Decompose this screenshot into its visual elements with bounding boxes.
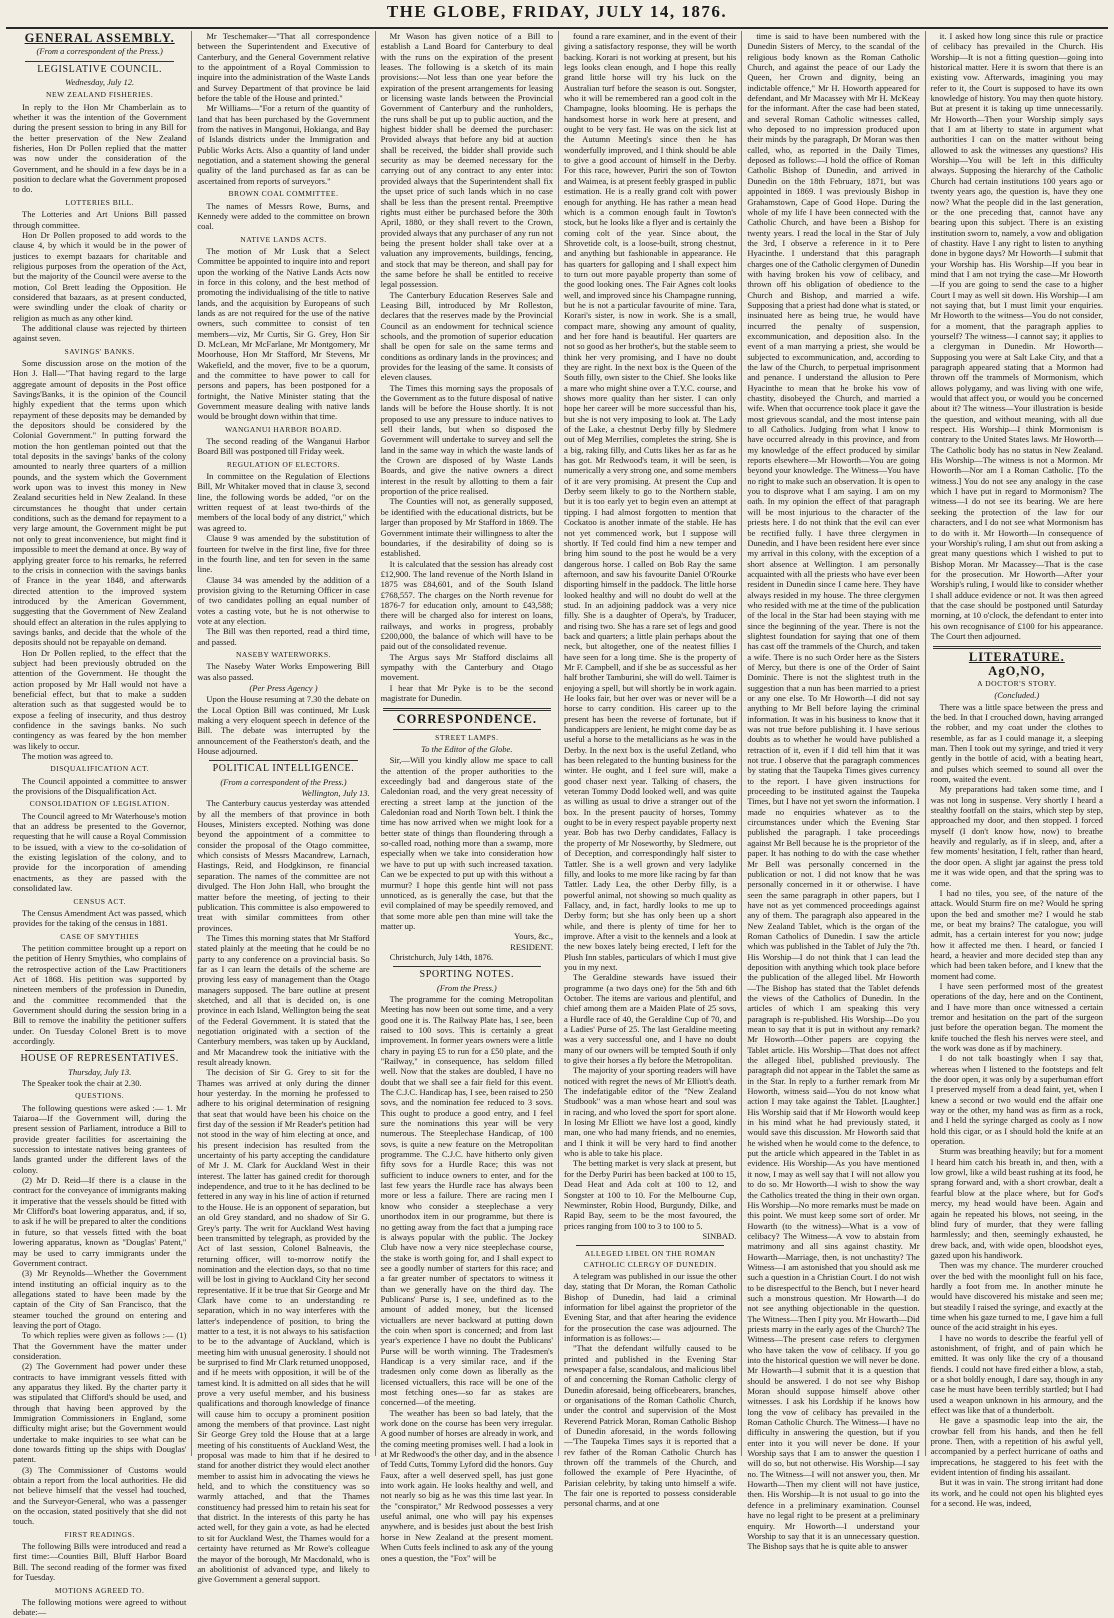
column-6	[925, 31, 1108, 1509]
letter-date: Christchurch, July 14th, 1876.	[389, 951, 494, 962]
paragraph: Sturm was breathing heavily; but for a moment I heard him catch his breath in, and then, with a low growl, like a wild beast rushing at its food, he sprang forward and, with a short crowbar, dealt a fearful blow at the place where, but for God's mercy, my head would have been. Again and again he repeated his blows, not seeing, in the blind fury of murder, that they were falling harmlessly; and then, seemingly exhausted, he drew back, and, with wide open, bloodshot eyes, gazed upon his handiwork.	[930, 1146, 1103, 1260]
subheading: REGULATION OF ELECTORS.	[226, 459, 341, 469]
subheading: CENSUS ACT.	[73, 896, 126, 906]
columns	[8, 31, 1108, 1618]
divider	[393, 966, 541, 967]
divider	[383, 708, 551, 711]
subheading: A DOCTOR'S STORY.	[977, 678, 1057, 688]
dateline: Wednesday, July 12.	[65, 77, 135, 88]
paragraph: The Times this morning says the proposals of the Government as to the future disposal of native lands will be before the House shortly. It is not proposed to use any pressure to induce natives to sell their lands, but when so disposed the Government will undertake to survey and sell the land in the same way in which the waste lands of the Crown are disposed of by Waste Lands Boards, and give the native owners a direct interest in the result by allotting to them a fair proportion of the price realised.	[380, 382, 553, 497]
paragraph: He gave a spasmodic leap into the air, the crowbar fell from his hands, and then he fell prone. Then, with a repetition of his awful yell, accompanied by a perfect hurricane of oaths and imprecations, he staggered to his feet with the evident intention of finding his assailant.	[930, 1415, 1103, 1478]
paragraph: Hon Dr Pollen proposed to add words to the clause 4, by which it would be in the power of justices to exempt bazaars for charitable and religious purposes from the operation of the Act, but the majority of the Council were averse to the motion, Col Brett leading the Opposition. He considered that bazaars, as at present conducted, were swindling under the cloak of charity or religion as much as any other kind.	[13, 229, 187, 323]
section-heading: CORRESPONDENCE.	[396, 712, 537, 727]
paragraph: (2) Mr D. Reid—If there is a clause in the contract for the conveyance of immigrants making it imperative that the vessels should be fitted with Mr Clifford's boat lowering apparatus, and, if so, to ask if he will be prepared to alter the conditions in future, so that vessels fitted with the boat lowering apparatus, known as "Douglas' Patent," may be used to carry immigrants under the Government contract.	[13, 1175, 187, 1268]
paragraph: Clause 34 was amended by the addition of a provision giving to the Returning Officer in case of two candidates polling an equal number of votes a casting vote, but he is not otherwise to vote at any election.	[197, 574, 370, 626]
paragraph: In committee on the Regulation of Elections Bill, Mr Whitaker moved that in clause 3, second line, the following words be added, "or on the written request of at least two-thirds of the members of the local body of any district," which was agreed to.	[197, 471, 370, 533]
column-1	[8, 31, 191, 1618]
paragraph: The weather has been so bad lately, that the work done on the course has been very irregular. A good number of horses are already in work, and the coming meeting promises well. I had a look in at Mr Redwood's the other day, and in the absence of Tedd Cutts, Tommy Lyford did the honors. Guy Faux, after a well deserved spell, has just gone into work again. He looks healthy and well, and not nearly so big as he was this time last year. In the "conspirator," Mr Redwood possesses a very useful animal, one who will pay his expenses anywhere, and is besides just about the best Irish horse in New Zealand at the present moment. When Cutts feels inclined to ask any of the young ones a question, the "Fox" will be	[380, 1407, 553, 1563]
paragraph: In reply to the Hon Mr Chamberlain as to whether it was the intention of the Government during the present session to bring in any Bill for the better preservation of the New Zealand fisheries, Hon Dr Pollen replied that the matter was now under the consideration of the Government, and he should in a few days be in a position to declare what the Government proposed to do.	[13, 101, 187, 195]
subheading: SPORTING NOTES.	[419, 969, 515, 981]
paragraph: But it was in vain. The strong irritant had done its work, and he could not open his blighted eyes for a second. He was, indeed,	[930, 1477, 1103, 1509]
paragraph: (3) The Commissioner of Customs would obtain a report from the local authorities. He did not believe himself that the vessel had touched, and the Surveyor-General, who was a passenger on the occasion, stated positively that she did not touch.	[13, 1464, 187, 1527]
paragraph: Mr Wason has given notice of a Bill to establish a Land Board for Canterbury to deal with the runs on the expiration of the present leases. The following is a sketch of its main provisions:—Not less than one year before the expiration of the present arrangements for leasing or licensing waste lands between the Provincial Government of Canterbury and the runholders, the runs shall be put up to public auction, and the highest bidder shall be deemed the purchaser: Provided always that before any bid at auction shall be received, the bidder shall provide such security as may be deemed necessary for the carrying out of any contract to any enter into: provided always that the Superintendent shall fix the upset price of such lands which in no case shall be less than the present rental. Preemptive rights must either be purchased before the 30th April, 1880, or they shall revert to the Crown, provided always that any purchaser of any run not being the present holder shall take over at a valuation any improvements, buildings, fencing, and stock that may be thereon, and shall pay for the same before he shall be entitled to receive legal possession.	[380, 31, 553, 290]
paragraph: Mr Teschemaker—"That all correspondence between the Superintendent and Executive of Canterbury, and the General Government relative to the appointment of a Royal Commission to inquire into the administration of the Waste Lands and Survey Department of that province be laid before the table of the House and printed."	[197, 31, 370, 104]
divider	[25, 1050, 174, 1051]
subheading: DISQUALIFICATION ACT.	[50, 764, 150, 774]
paragraph: Mr Williams—"For a return of the quantity of land that has been purchased by the Government from the natives in Mangonui, Hokianga, and Bay of Islands districts under the Immigration and Public Works Acts. Also a quantity of land under negotiation, and a statement showing the general quality of the land purchased as far as can be ascertained from reports of surveyors."	[197, 103, 370, 186]
concluded-note: (Concluded.)	[994, 690, 1040, 701]
paragraph: The programme for the coming Metropolitan Meeting has now been out some time, and a very good one it is. The Railway Plate has, I see, been raised to 100 sovs. This is certainly a great improvement. In former years owners were a little chary in paying £5 to run for a £50 plate, and the "Railway," in consequence, has seldom filled well. Now that the stakes are doubled, I have no doubt that we shall see a fair field for this event. The C.J.C. Handicap has, I see, been raised to 250 sovs, and the nomination fee reduced to 3 sovs. This ought to produce a good entry, and I feel sure the nominations this year will be very numerous. The Steeplechase Handicap, of 100 sovs, is quite a new feature on the Metropolitan programme. The C.J.C. have hitherto only given fifty sovs for a Hurdle Race; this was not sufficient to induce owners to enter, and for the last few years the Hurdle race has always been more or less a failure. There are racing men I know who consider a steeplechase a very unorthodox item in our programme, but there is no getting away from the fact that a jumping race is always popular with the public. The Jockey Club have now a very nice steeplechase course, the stake is worth going for, and I shall expect to see a goodly number of starters for this race; and a far greater number of spectators to witness it than we generally have on the third day. The Publicans' Purse is, I see, undefined as to the amount of added money, but the licensed victuallers are never backward at putting down the coin when sport is concerned; and from last year's experience I have no doubt the Publicans' Purse will be worth winning. The Tradesmen's Handicap is a very similar race, and if the tradesmen only come down as liberally as the licensed victuallers, this race will be one of the most fetching ones—so far as stakes are concerned—of the meeting.	[380, 993, 553, 1408]
subheading: SAVINGS' BANKS.	[64, 346, 135, 356]
paragraph: Hon Dr Pollen replied, to the effect that the subject had been previously obtruded on the attention of the Government. He thought the action proposed by Mr Hall would not have a beneficial effect, but that to make a sudden alteration such as that suggested would be to expose a feeling of insecurity, and thus destroy confidence in the savings banks. No such contingency as was feared by the hon member was likely to occur.	[13, 647, 187, 751]
paragraph: The Lotteries and Art Unions Bill passed through committee.	[13, 209, 187, 230]
subheading: NASEBY WATERWORKS.	[235, 649, 332, 659]
paragraph: My preparations had taken some time, and I was not long in suspense. Very shortly I heard a stealthy footfall on the stairs, which step by step, approached my door, and then stopped. I forced myself (I don't know how, now) to breathe heavily and regularly, as if in sleep, and, after a few moments' hesitation, I felt, rather than heard, the door open. A slight jar against the press told me it was wide open, and that the spring was to come.	[930, 784, 1103, 888]
author-signature: SINBAD.	[702, 1230, 737, 1241]
section-heading: GENERAL ASSEMBLY.	[24, 31, 175, 45]
paragraph: The Canterbury caucus yesterday was attended by all the members of that province in both Houses, Ministers excepted. Nothing was done beyond the appointment of a committee to consider the proposal of the Otago committee, which consists of Messrs Macandrew, Larnach, Hastings, Reid, and Hodgkinson, re financial separation. The names of the committee are not divulged. The Hon John Hall, who brought the matter before the meeting, of jecting to their publication. This committee is also empowered to treat with similar committees from other provinces.	[197, 798, 370, 933]
salutation: To the Editor of the Globe.	[421, 744, 513, 755]
subheading: BROWN COAL COMMITTEE.	[228, 189, 339, 199]
paragraph: I had no tiles, you see, of the nature of the attack. Would Sturm fire on me? Would he spring upon the bed and smother me? I would he stab me, or beat my brains? The catalogue, you will admit, has a certain interest for you now; judge how it affected me then. I heard, or fancied I heard, a heavier and more decided step than any which had been taken before, and I knew that the moment had come.	[930, 887, 1103, 981]
column-4	[558, 31, 741, 1509]
paragraph: Clause 9 was amended by the substitution of fourteen for twelve in the first line, five for three in the fourth line, and ten for seven in the same line.	[197, 533, 370, 575]
paragraph: The Geraldine stewards have issued their programme (a two days one) for the 5th and 6th October. The items are various and plentiful, and chief among them are a Maiden Plate of 25 sovs, a Hurdle race of 40, the Geraldine Cup of 70, and a Ladies' Purse of 25. The last Geraldine meeting was a very successful one, and I have no doubt many of our owners will be tempted South if only to give their horses a fly before the Metropolitan.	[563, 972, 737, 1066]
subheading: QUESTIONS.	[75, 1091, 125, 1101]
divider	[393, 729, 541, 730]
paragraph: The decision of Sir G. Grey to sit for the Thames was arrived at only during the dinner hour yesterday. In the morning he professed to adhere to his original determination of resigning that seat that would have been his choice on the first day of the session if Mr Reader's petition had not stood in the way of him electing at once, and his present indecision has resulted from the uncertainty of his party accepting the candidature of Mr J. M. Clark for Auckland West in their interest. The latter has gained credit for thorough independence, and true to it he has declined to be fettered in any way in his line of action if returned to the House. He is an opponent of separation, but an old Grey standard, and no shadow of Sir G. Grey's party. The writ for Auckland West having been transmitted by telegraph, as provided by the Act of last session, Colonel Balneavis, the returning officer, will to-morrow notify the nomination and the election days, so that no time will be lost in giving to Auckland City her second representative. If it be true that Sir George and Mr Clark have come to an understanding re separation, which in no way interferes with the latter's independence of position, to bring the matter to a test, it is not always to his satisfaction to be to the advantage of Auckland, which is meeting him with unusual generosity. I should not be surprised to find Mr Clark returned unopposed, and if he meets with opposition, it will be of the tamest kind. It is admitted on all sides that he will prove a very useful member, and his business qualifications and thorough knowledge of finance will cause him to occupy a prominent position among the members of that province. Last night Sir George Grey told the House that at a large meeting of his constituents of Auckland West, the proposal was made to him that if he desired to stand for another district they would elect another member to assist him in advocating the views he held, and to which the constituency was so warmly attached, and that the Thames constituency had pressed him to retain his seat for that district. In the interests of this party he has acted well, for they gain a vote, as had he elected to sit for Auckland West, the Thames would for a certainty have returned as Mr Rowe's colleague the mayor of the borough, Mr Macdonald, who is an abolitionist of advanced type, and likely to give Government a general support.	[197, 1067, 370, 1585]
subheading: NEW ZEALAND FISHERIES.	[46, 90, 154, 100]
paragraph: (3) Mr Reynolds—Whether the Government intend instituting an official inquiry as to the allegations stated to have been made by the captain of the City of San Francisco, that the steamer touched the ground on entering and leaving the port of Otago.	[13, 1268, 187, 1330]
paragraph: Some discussion arose on the motion of the Hon J. Hall—"That having regard to the large aggregate amount of deposits in the Post office Savings'Banks, it is the opinion of the Council highly expedient that the terms upon which repayment of these deposits may be demanded by the depositors should be considered by the Colonial Government." In putting forward the motion the hon gentleman pointed out that the total deposits in the savings' banks of the colony amounted to nearly three quarters of a million pounds, and the system which the Government work upon was to invest this money in New Zealand securities held in New Zealand. In these circumstances he thought that under certain conditions, such as the demand for repayment to a very large amount, the Government might be put not only to great inconvenience, but might find it impossible to meet the demand at once. By way of applying greater force to his remarks, he referred to the crisis in connection with the savings banks of France in the year 1848, and afterwards directed attention to the improved system introduced by the American Government, suggesting that the Government of New Zealand should effect an alteration in the rules applying to savings banks, and decide that the whole of the deposits should not be repayable on demand.	[13, 357, 187, 648]
paragraph: time is said to have been numbered with the Dunedin Sisters of Mercy, to the scandal of the religious body known as the Roman Catholic Church, and against the peace of our Lady the Queen, her Crown and dignity, being an indictable offence," Mr H. Howorth appeared for defendant, and Mr Macassey with Mr H. McKeay for the informant. After the case had been stated, and several Roman Catholic witnesses called, who deposed to no impression produced upon their minds by the paragraph, Dr Moran was then called, who, as reported in the Daily Times, deposed as follows:—I hold the office of Roman Catholic Bishop of Dunedin, and arrived in Dunedin on the 18th February, 1871, but was appointed in 1869. I was previously Bishop in Grahamstown, Cape of Good Hope. During the whole of my life I have been connected with the Catholic Church, and have been a Bishop for twenty years. I read the local in the Star of July the 3rd, I observe a reference in it to Pere Hyacinthe. I understand that this paragraph charges one of the Catholic clergymen of Dunedin with having broken his vow of celibacy, and thrown off his obligation of obedience to the Church and Bishop, and married a wife. Supposing that a priest had done what is stated, or insinuated here as being true, he would have incurred the penalty of suspension, excommunication, and deposition also. In the event of a man marrying a priest, she would be subjected to excommunication, and, according to the law of the Church, to perpetual imprisonment and penance. I understand the allusion to Pere Hyacinthe to mean that he broke his vow of chastity, disobeyed the Church, and married a wife. When that occurrence took place it gave the most grievous scandal, and the most intense pain to all Catholics. Judging from what I know to have occurred already in this province, and from my knowledge of the effect produced by similar reports elsewhere—Mr Howorth—You are going beyond your knowledge. The Witness—You have no right to make such an observation. It is open to you to disprove what I am saying. I am on my oath. In my opinion the effect of that paragraph will be most injurious to the character of the priests here. I do not think that the evil can ever be rectified fully. I have three clergymen in Dunedin, and I have been resident here ever since my arrival in this colony, with the exception of a short absence at Wellington. I am personally acquainted with all the priests who have ever been resident in Dunedin since I came here. They have always resided in my house. The three clergymen who resided with me at the time of the publication of the local in the Star had been staying with me since the beginning of the year. There is not the slightest foundation for saying that one of them has cast off the trammels of the Church, and taken a wife. There is no such Order here as the Sisters of Mercy, but there is one of the Order of Saint Dominic. There is not the slightest truth in the suggestion that a nun has been married to a priest or any one else. To Mr Howorth—I did not say anything to Mr Bell before laying the criminal information. It was in his business to know that it was not true before publishing it. I have serious doubts as to whether he would have published a retraction of it, even if I did tell him that it was not true. I observe that the paragraph commences by stating that the Taupeka Times gives currency to the report. I have given instructions for proceeding to be instituted against the Taupeka Times, but I have not yet sworn the information. I made no enquiries whatever as to the circumstances under which the Evening Star published the paragraph. I take proceedings against Mr Bell because he is the proprietor of the paper. It has nothing to do with the case whether Mr Bell was personally concerned in the publication or not. I did not know that he was personally concerned in it or otherwise. I have seen the same paragraph in other papers, but I have not as yet commenced proceedings against any of them. The paragraph also appeared in the New Zealand Tablet, which is the organ of the Roman Catholics of Dunedin. I saw the article which was published in the Tablet of July the 7th. His Worship—I do not think that I can lead the deposition with anything which took place before the publication of the alleged libel. Mr Howorth—The Bishop has stated that the Tablet defends the views of the Catholics of Dunedin. In the articles of which I am speaking this very paragraph is re-published. His Worship—Do you mean to say that it is put in without any remark? Mr Howorth—Other papers are copying the Tablet article. His Worship—That does not affect the alleged libel, published previously. The paragraph did not appear in the Tablet the same as in the Star. In reply to a further remark from Mr Howorth, witness said—You do not know what action I may take against the Tablet. [Laughter.] His Worship said that if Mr Howorth would keep in his mind what he had previously stated, it would save this discussion. Mr Howorth said that he wished when he would come to the defence, to put the article which appeared in the Tablet in as evidence. His Worship—As you have mentioned it now, I may as well say that I will not allow you to do so. Mr Howorth—I wish to show the way the Catholics treated the thing in their own organ. His Worship—No more remarks must be made on this point. We must keep some sort of order. Mr Howarth (to the witness)—What is a vow of celibacy? The Witness—A vow to abstain from matrimony and all sins against chastity. Mr Howarth—Marriage, then, is not unchastity? The Witness—I am astonished that you should ask me such a question in a Christian Court. I do not wish to be disrespectful to the Bench, but I never heard such a monstrous question. Mr Howarth—I do not see anything objectionable in the question. The Witness—Then I pity you. Mr Howarth—Did priests marry in the early ages of the Church? The Witness—The present case refers to clergymen who have taken the vow of celibacy. If you go into the historical question we will never be done. Mr Howarth—I submit that it is a question that should be answered. I do not see why Bishop Moran should suppose himself above other witnesses. I ask his Lordship if he knows how long the vow of celibacy has prevailed in the Roman Catholic Church. The Witness—I have no difficulty in answering the question, but if you enter into it you will never be done. If your Worship says that I am to answer the question I will do so, but not otherwise. His Worship—I say no. The Witness—I will not answer you, then. Mr Howarth—Then my client will not have justice, then. His Worship—It is not usual to go into the defence in a preliminary examination. Counsel have no legal right to be present at a preliminary enquiry. Mr Howorth—I understand your Worship to say that it is an unnecessary question. The Bishop says that he is quite able to answer	[747, 31, 920, 1552]
byline: (From the Press.)	[436, 982, 497, 993]
subheading: FIRST READINGS.	[64, 1529, 135, 1539]
paragraph: Sir,—Will you kindly allow me space to call the attention of the proper authorities to the exceedingly bad and dangerous state of the Caledonian road, and the very great necessity of erecting a street lamp at the junction of the Caledonian road and North Town belt. I think the time has now arrived when we might look for a better state of things than floundering through a so-called road, nothing more than a swamp, more especially when we take into consideration how we have to put up with such increased taxation. Can we be expected to put up with this without a murmur? I hope this gentle hint will not pass unnoticed, as is generally the case, but that the evil complained of may be speedily removed, and that some more able pen than mine will take the matter up.	[380, 755, 553, 931]
paragraph: The Times this morning states that Mr Stafford stated plainly at the meeting that he could be no party to any conference on a provincial basis. So far as I can learn the details of the scheme are proving less easy of management than the Otago managers supposed. The bare outline at present sketched, and all that is decided on, is one province in each Island, Wellington being the seat of the Federal Government. It is stated that the negotiation originated with a section of the Canterbury members, was taken up by Auckland, and Mr Macandrew took the initiative with the result already known.	[197, 932, 370, 1067]
paragraph: The petition committee brought up a report on the petition of Henry Smythies, who complains of the retrospective action of the Law Practitioners Act of 1868. His petition was supported by nineteen members of the profession in Dunedin, and the committee recommended that the Government should during the session bring in a Bill to remove the inability the petitioner suffers under. On Tuesday Colonel Brett is to move accordingly.	[13, 942, 187, 1046]
column-3	[375, 31, 558, 1563]
column-5	[741, 31, 924, 1552]
paragraph: To which replies were given as follows :— (1) That the Government have the matter under consideration.	[13, 1330, 187, 1361]
paragraph: The additional clause was rejected by thirteen against seven.	[13, 322, 187, 344]
paragraph: I hear that Mr Pyke is to be the second magistrate for Dunedin.	[380, 682, 553, 703]
paragraph: The Council appointed a committee to answer the provisions of the Disqualification Act.	[13, 775, 187, 797]
subheading: NATIVE LANDS ACTS.	[240, 234, 327, 244]
divider	[25, 61, 174, 62]
dateline: Thursday, July 13.	[68, 1066, 132, 1077]
subheading: LEGISLATIVE COUNCIL.	[37, 63, 163, 75]
section-heading: LITERATURE.	[968, 650, 1065, 665]
story-title: AgO,NO,	[988, 663, 1046, 678]
paragraph: A telegram was published in our issue the other day, stating that Dr Moran, the Roman Catholic Bishop of Dunedin, had laid a criminal information for libel against the proprietor of the Evening Star, and that after hearing the evidence for the prosecution the case was adjourned. The information is as follows:—	[563, 1270, 737, 1343]
paragraph: it. I asked how long since this rule or practice of celibacy has prevailed in the Church. His Worship—It is not a fitting question—going into historical matter. Here it is sworn that there is an existing vow. Afterwards, imagining you may refer to it, the Court is supposed to have its own knowledge of history. You may then quote history. But at present it is taking up time unnecessarily. Mr Howorth—Then your Worship simply says that I am at liberty to state in argument what authorities I can on the matter without being allowed to ask the witnesses any questions? His Worship—You will be left in this difficulty always. Supposing the hierarchy of the Catholic Church had certain institutions 100 years ago or twenty years ago, the question is, have they one now? What the people did in the last generation, or the one preceding that, cannot have any bearing upon this subject. There is an existing institution sworn to, namely, a vow and obligation of chastity. Have I any right to listen to anything done in bygone days? Mr Howorth—I submit that your Worship has. His Worship—If you bear in mind that I am not trying the case—Mr Howorth—If you are going to send the case to a higher Court I may as well sit down. His Worship—I am not saying that, but I must limit your enquiries. Mr Howorth to the witness—You do not consider, for a moment, that the paragraph applies to yourself? The witness—I cannot say; it applies to a clergyman in Dunedin. Mr Howorth—Supposing you were at Salt Lake City, and that a paragraph appeared stating that a Mormon had thrown off the trammels of Mormonism, which allows polygamy, and was living with one wife, would that affect you, or would you be concerned about it? The witness—Your illustration is beside the question, and without meaning, with all due respect. His Worship—I think Mormonism is contrary to the United States laws. Mr Howorth—The Catholic body has no status in New Zealand. His Worship—The witness is not a Mormon. Mr Howorth—Nor am I a Roman Catholic. [To the witness.] You do not see any analogy in the case which I have put in regard to Mormonism? The witness—I do not see its bearing. We are here seeking the protection of the law for our characters, and I do not see what Mormonism has to do with it. Mr Howorth—In consequence of your Worship's ruling, I am shut out from asking a great many questions which I wished to put to Bishop Moran. Mr Macassey—That is the case for the prosecution. Mr Howorth—After your Worship's ruling, I would like to consider whether I shall adduce evidence or not. It was then agreed that the case should be postponed until Saturday morning, at 10 o'clock, the defendant to enter into his own recognisance of £100 for his appearance. The Court then adjourned.	[930, 31, 1103, 641]
paragraph: found a rare examiner, and in the event of their giving a satisfactory response, they will be worth backing. Korari is not working at present, but his legs looks clean enough, and I hope this really grand little horse will try his luck on the Australian turf before the season is out. Songster, who it will be remembered ran a good colt in the Champagne, looks blooming. He is perhaps the handsomest horse in work here at present, and ought to be very fast. He was on the sick list at the Autumn Meeting's since then he has wonderfully improved, and I think should be able to give a good account of himself in the Derby. For this race, however, Puriri the son of Towton and Waimea, is at present feebly grasped in public estimation. He is a really grand colt with power enough for anything. He has rather a mean head which is a common enough fault in Towton's stock, but he looks like a flyer and is certainly the coming colt of the year. Since about, the Shrovetide colt, is a loose-built, strong chestnut, and anything but fashionable in appearance. He has quarters for galloping and I shall expect him to turn out more payable property than some of the good looking ones. The Fair Agnes colt looks well, and improved since his Champagne running, but he is not a particular favourite of mine. Tara, Korari's sister, is now in work. She is a small, compact mare, showing any amount of quality, and her fore hand is beautiful. Her quarters are not so good as her brother's, but the stable seem to think her very promising, and I have no doubt they are right. In the next box is the Queen of the South filly, own sister to the Chief. She looks like a mare who might shine over a T.Y.C. course, and shows more quality than her sister. I can only hope her career will be more successful than his, but she is not very imposing to look at. The Lady of the Lake, a chestnut Derby filly by Sledmere out of Meg Merrilies, completes the string. She is a big, raking filly, and Cutts likes her as far as he has got. Mr Redwood's team, it will be seen, is numerically a very strong one, and some members of it are very promising. At present the Cup and Derby seem likely to go to the Northern stable, but it is too early yet to begin even an attempt at tipping. I had almost forgotten to mention that Cockatoo is another inmate of the stable. He has not yet commenced work, but I suppose will shortly. If Ted could find him a new temper and bring him sound to the post he would be a very dangerous horse. I called on Bob Ray the same afternoon, and saw his favourite Daniel O'Rourke disporting himself in the paddock. The little horse looked healthy and will no doubt do well at the stud. In an adjoining paddock was a very nice filly. She is a daughter of Opera's, by Traducer, and rising two. She has a rare set of legs and good back and quarters; a little plain perhaps about the neck, but altogether, one of the neatest fillies I have seen for a long time. She is the property of Mr F. Campbell, and if she be as successful as her half brother Tamburini, she will do well. Taimer is enjoying a spell, but will shortly be in work again. He looks fair, but her over was or never will be a horse to carry condition. His career up to the present has been the reverse of fortunate, but if handicappers are lenient, he might come day be as useful a horse to the metallicians as he was in the Derby. In the next box is the useful Zetland, who has been relegated to the hunting business for the winter. He ought, and I feel sure will, make a good chaser next year. Talking of chasers, the veteran Tommy Dodd looked well, and was quite as willing as usual to drive a stranger out of the box. In the present paucity of horses, Tommy ought to be in every respect payable property next year. Bob has two Derby candidates, Fallacy is the property of Mr Noseworthy, by Sledmere, out of Deception, and correspondingly half sister to Tattler. She is a well grown and very ladylike filly, and looks to me more like racing by far than Tattler. Lady Lea, the other Derby filly, is a powerful animal, not showing so much quality as Fallacy, and, in fact, hardly looks to me up to Derby form; but she has only been up a short while, and there is plenty of time for her to improve. After a visit to the kennels and a look at the new boxes lately being erected, I left for the Plush Inn stables, particulars of which I must give you in my next.	[563, 31, 737, 972]
paragraph: The Speaker took the chair at 2.30.	[22, 1078, 142, 1088]
paragraph: The Canterbury Education Reserves Sale and Leasing Bill, introduced by Mr Rolleston, declares that the reserves made by the Provincial Council as an endowment for technical science schools, and the promotion of superior education shall be open for sale on the same terms and conditions as ordinary lands in the provinces; and provides for the leasing of the same. It consists of eleven clauses.	[380, 289, 553, 383]
subheading: POLITICAL INTELLIGENCE.	[212, 763, 355, 775]
divider	[209, 760, 357, 761]
subheading: HOUSE OF REPRESENTATIVES.	[20, 1053, 179, 1065]
subheading: CONSOLIDATION OF LEGISLATION.	[29, 799, 170, 809]
dateline: Wellington, July 13.	[301, 788, 370, 799]
paragraph: "That the defendant wilfully caused to be printed and published in the Evening Star newspaper a false, scandalous, and malicious libel of and concerning the Roman Catholic clergy of Dunedin aforesaid, being officebearers, branches, or organisations of the Roman Catholic Church, under the control and supervision of the Most Reverend Patrick Moran, Roman Catholic Bishop of Dunedin aforesaid, in the words following—'The Taupeka Times says it is reported that a rev father of the Roman Catholic Church has thrown off the trammels of the Church, and followed the example of Pere Hyacinthe, of Parisian celebrity, by taking unto himself a wife. The fair one is reported to possess considerable personal charms, and at one	[563, 1343, 737, 1509]
paragraph: The Naseby Water Works Empowering Bill was also passed.	[197, 661, 370, 682]
column-2	[191, 31, 374, 1585]
subheading: WANGANUI HARBOR BOARD.	[225, 424, 342, 434]
paragraph: The Census Amendment Act was passed, which provides for the taking of the census in 1881.	[13, 907, 187, 929]
divider	[576, 1245, 724, 1246]
masthead-rule	[6, 27, 1108, 29]
paragraph: (2) The Government had power under these contracts to have immigrant vessels fitted with any apparatus they liked. By the charter party it was stipulated that Clifford's should be used, and through that having been approved by the Immigration Commissioners in England, some difficulty might arise; but the Government would undertake to make inquiries to see what can be done towards fitting up the ships with Douglas' patent.	[13, 1361, 187, 1465]
subheading: ALLEGED LIBEL ON THE ROMAN CATHOLIC CLERGY OF DUNEDIN.	[583, 1249, 717, 1269]
byline: (From a correspondent of the Press.)	[36, 46, 163, 57]
subheading: LOTTERIES BILL.	[65, 197, 134, 207]
paragraph: I have no words to describe the fearful yell of astonishment, of fright, and of pain which he emitted. It was only like the cry of a thousand fiends. I could not have fired either a blow, a stab, or a shot boldly enough, I dare say, though in any case he must have been terribly startled; but I had used a weapon unknown in his armoury, and the effect was like that of a thunderbolt.	[930, 1332, 1103, 1416]
letter-closing: Yours, &c.,	[513, 931, 553, 942]
divider	[933, 646, 1101, 649]
paragraph: The following Bills were introduced and read a first time:—Counties Bill, Bluff Harbor Board Bill. The second reading of the former was fixed for Tuesday.	[13, 1541, 187, 1583]
paragraph: The following questions were asked :— 1. Mr Taiaroa—If the Government will, during the present session of Parliament, introduce a Bill to provide greater facilities for ascertaining the succession to intestate natives being grantees of lands granted under the different laws of the colony.	[13, 1102, 187, 1175]
subheading: CASE OF SMYTHIES	[60, 931, 140, 941]
paragraph: The Council agreed to Mr Waterhouse's motion that an address be presented to the Governor, requesting that he will cause a Royal Commission to be issued, with a view to the co-solidation of the existing legislation of the colony, and to provide for the incorporation of amending enactments, as they are passed with the consolidated law.	[13, 810, 187, 894]
paragraph: The Argus says Mr Stafford disclaims all sympathy with the Canterbury and Otago movement.	[380, 651, 553, 683]
paragraph: The second reading of the Wanganui Harbor Board Bill was postponed till Friday week.	[197, 436, 370, 457]
letter-signature: RESIDENT.	[510, 941, 553, 952]
paragraph: The majority of your sporting readers will have noticed with regret the news of Mr Elliott's death. The indefatigable editor of the "New Zealand Studbook" was a man whose heart and soul was in racing, and who loved the sport for sport alone. In losing Mr Elliott we have lost a good, kindly man, one who had many friends, and no enemies, and I think it will be very hard to find another who is able to take his place.	[563, 1065, 737, 1159]
paragraph: The names of Messrs Rowe, Burns, and Kennedy were added to the committee on brown coal.	[197, 200, 370, 232]
paragraph: It is calculated that the session has already cost £12,900. The land revenue of the North Island in 1875 was £84,601, and of the South Island £768,557. The charges on the North revenue for 1876-7 for education only, amount to £43,588; there will be charged also for interest on loans, railways, and works in progress, probably £200,000, the balance of which will have to be paid out of the consolidated revenue.	[380, 558, 553, 652]
paragraph: I do not talk boastingly when I say that, whereas when I listened to the footsteps and felt the door open, it was only by a superhuman effort I preserved myself from a dead faint, yet, when I knew a second or two would end the affair one way or the other, my hand was as firm as a rock, and I held the syringe charged as cooly as I now hold this cigar, or as I should hold the knife at an operation.	[930, 1053, 1103, 1147]
paragraph: The Bill was then reported, read a third time, and passed.	[197, 626, 370, 647]
paragraph: The betting market is very slack at present, but for the Derby Puriri has been backed at 100 to 15, Dead Heat and Ada colt at 100 to 12, and Songster at 100 to 10. For the Melbourne Cup, Newminster, Robin Hood, Burgundy, Dilke, and Rapid Bay, seem to be the most favoured, the prices ranging from 100 to 3 to 100 to 5.	[563, 1158, 737, 1231]
paragraph: The motion was agreed to.	[22, 751, 113, 762]
paragraph: The following motions were agreed to without debate:—	[13, 1596, 187, 1618]
subheading: STREET LAMPS.	[435, 732, 499, 742]
paragraph: Upon the House resuming at 7.30 the debate on the Local Option Bill was continued, Mr Lusk making a very eloquent speech in defence of the Bill. The debate was interrupted by the announcement of the Featherston's death, and the House adjourned.	[197, 694, 370, 757]
paragraph: The motion of Mr Lusk that a Select Committee be appointed to inquire into and report upon the working of the Native Lands Acts now in force in this colony, and the best method of promoting the individualising of the title to native lands, and the acquisition by Europeans of such lands as are not required for the use of the native owners, such committee to consist of ten members—viz, Mr Curtis, Sir G. Grey, Hon Sir D. McLean, Mr McFarlane, Mr Montgomery, Mr Moorhouse, Hon Mr Stafford, Mr Stevens, Mr Wakefield, and the mover, five to be a quorum, and the committee to have power to call for persons and papers, has been postponed for a fortnight, the Native Minister stating that the Government measure dealing with native lands would be brought down within that time.	[197, 245, 370, 422]
paragraph: There was a little space between the press and the bed. In that I crouched down, having arranged the robber, and my coat under the clothes to resemble, as far as I could manage it, a sleeping man. Then I took out my syringe, and tried it very gently in the bottle of acid, with a beating heart, and pulses which seemed to sound all over the room, waited the event.	[930, 701, 1103, 785]
subheading: MOTIONS AGREED TO.	[54, 1585, 145, 1595]
paragraph: I have seen performed most of the greatest operations of the day, here and on the Continent, and I have more than once witnessed a certain tremor and hesitation on the part of the surgeon just before the operation began. The moment the knife touched the flesh his nerves were steel, and the work was done as if by machinery.	[930, 980, 1103, 1053]
byline: (Per Press Agency )	[249, 682, 318, 693]
byline: (From a correspondent of the Press.)	[220, 776, 347, 787]
paragraph: Then was my chance. The murderer crouched over the bed with the moonlight full on his face, hardly a foot from me. In another minute he would have discovered his mistake and seen me; but steadily I raised the syringe, and exactly at the time when his gaze turned to me, I gave him a full ounce of the acid straight in his eyes.	[930, 1260, 1103, 1333]
paragraph: The Counties will not, as generally supposed, be identified with the educational districts, but be larger than proposed by Mr Stafford in 1869. The Government intimate their willingness to alter the boundaries, if the desirability of doing so is established.	[380, 496, 553, 559]
masthead: THE GLOBE, FRIDAY, JULY 14, 1876.	[386, 2, 728, 21]
